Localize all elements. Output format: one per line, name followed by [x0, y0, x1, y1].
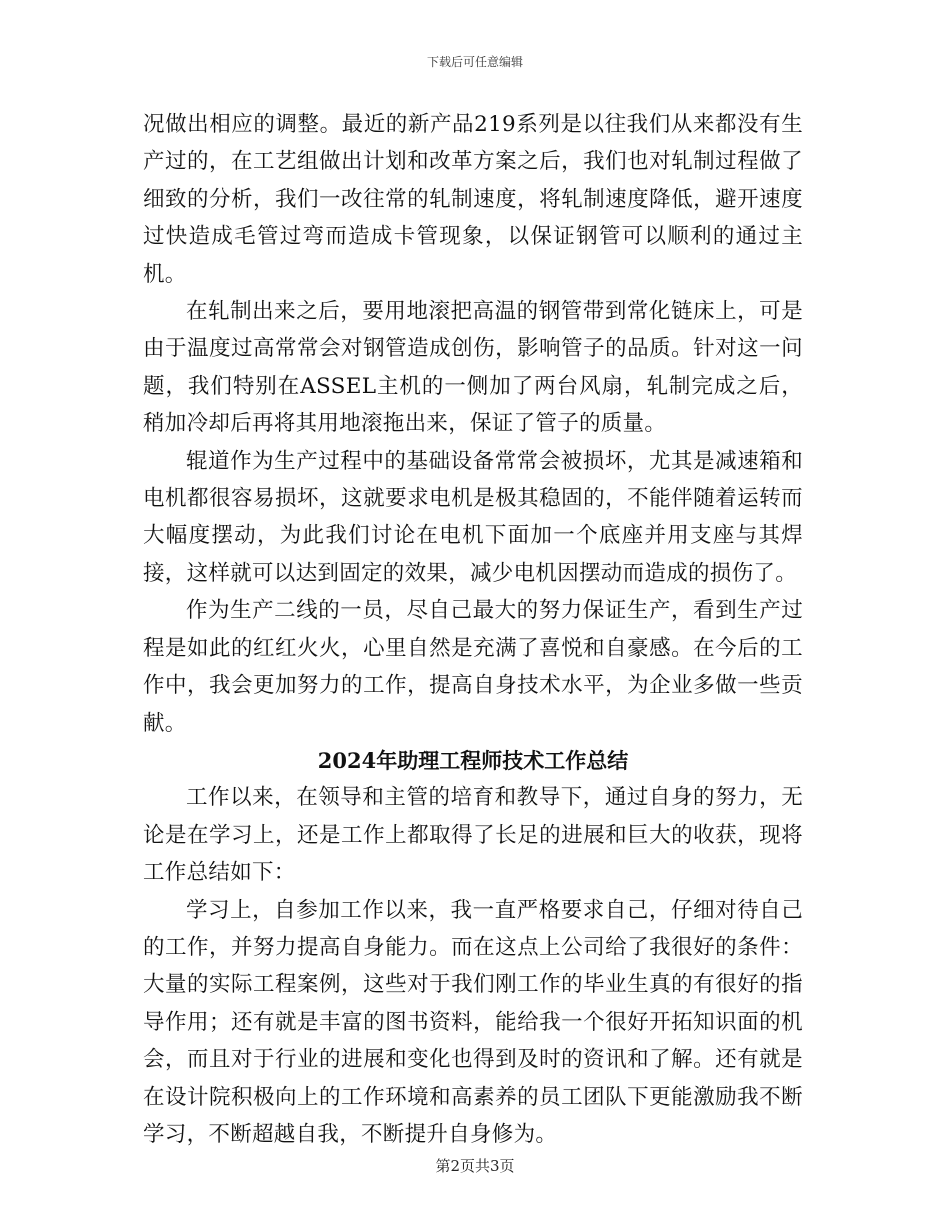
body-paragraph-4: 作为生产二线的一员，尽自己最大的努力保证生产，看到生产过程是如此的红红火火，心里自然是充满了喜悦和自豪感。在今后的工作中，我会更加努力的工作，提高自身技术水平，为企业多做一些贡献。 — [143, 598, 803, 736]
body-paragraph-3: 辊道作为生产过程中的基础设备常常会被损坏，尤其是减速箱和电机都很容易损坏，这就要求电机是极其稳固的，不能伴随着运转而大幅度摆动，为此我们讨论在电机下面加一个底座并用支座与其焊接，这样就可以达到固定的效果，减少电机因摆动而造成的损伤了。 — [143, 448, 803, 586]
page-header-note: 下载后可任意编辑 — [426, 55, 523, 69]
document-body — [143, 106, 803, 1153]
section-title: 2024年助理工程师技术工作总结 — [317, 747, 629, 773]
body-paragraph-2: 在轧制出来之后，要用地滚把高温的钢管带到常化链床上，可是由于温度过高常常会对钢管造成创伤，影响管子的品质。针对这一问题，我们特别在ASSEL主机的一侧加了两台风扇，轧制完成之后，稍加冷却后再将其用地滚拖出来，保证了管子的质量。 — [143, 299, 803, 437]
body-paragraph-1: 况做出相应的调整。最近的新产品219系列是以往我们从来都没有生产过的，在工艺组做出计划和改革方案之后，我们也对轧制过程做了细致的分析，我们一改往常的轧制速度，将轧制速度降低，避开速度过快造成毛管过弯而造成卡管现象，以保证钢管可以顺利的通过主机。 — [143, 112, 803, 287]
section-paragraph-2: 学习上，自参加工作以来，我一直严格要求自己，仔细对待自己的工作，并努力提高自身能力。而在这点上公司给了我很好的条件：大量的实际工程案例，这些对于我们刚工作的毕业生真的有很好的指导作用；还有就是丰富的图书资料，能给我一个很好开拓知识面的机会，而且对于行业的进展和变化也得到及时的资讯和了解。还有就是在设计院积极向上的工作环境和高素养的员工团队下更能激励我不断学习，不断超越自我，不断提升自身修为。 — [143, 897, 803, 1147]
section-paragraph-1: 工作以来，在领导和主管的培育和教导下，通过自身的努力，无论是在学习上，还是工作上都取得了长足的进展和巨大的收获，现将工作总结如下： — [143, 785, 803, 886]
page-number: 第2页共3页 — [435, 1157, 515, 1175]
